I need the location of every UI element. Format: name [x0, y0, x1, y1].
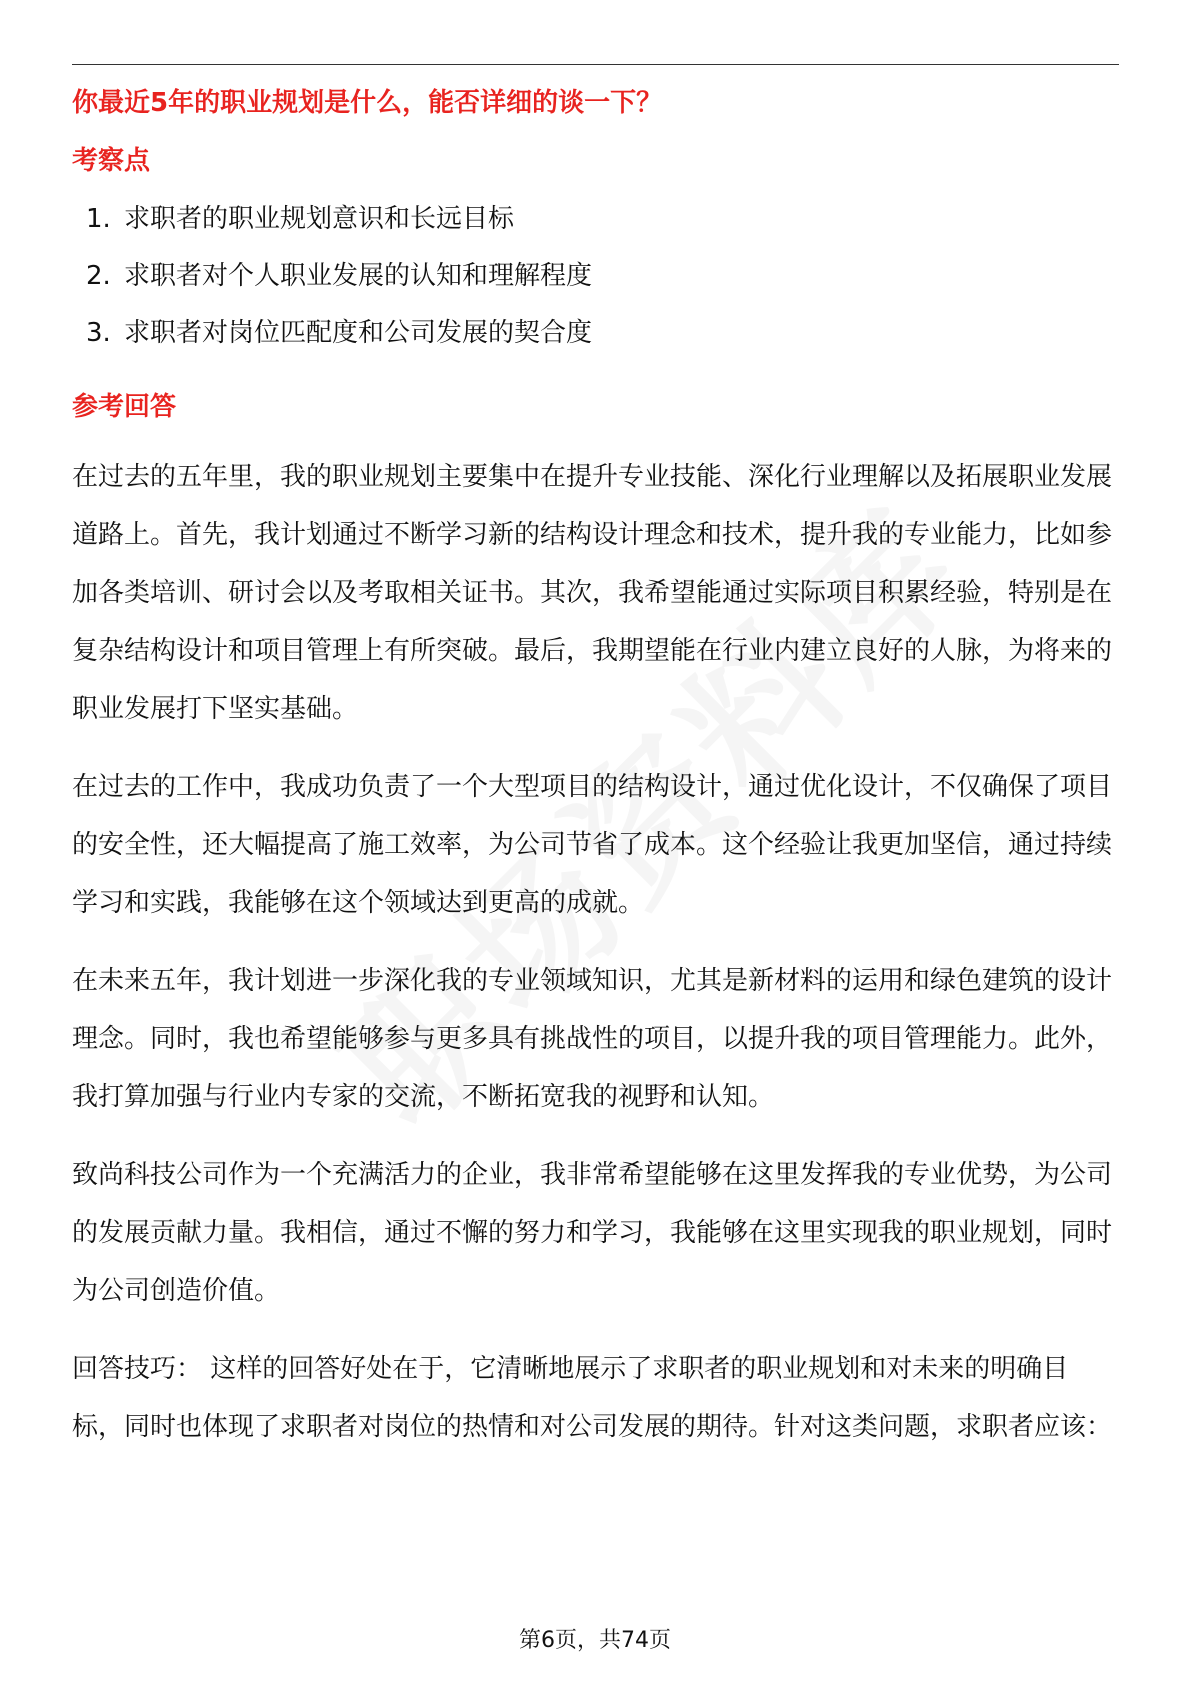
header-rule: [72, 64, 1119, 65]
list-item-number: 2.: [86, 261, 111, 291]
answer-tips-paragraph: 回答技巧： 这样的回答好处在于，它清晰地展示了求职者的职业规划和对未来的明确目标，同时也体现了求职者对岗位的热情和对公司发展的期待。针对这类问题，求职者应该：: [72, 1354, 1113, 1442]
page-content: [72, 84, 1119, 1456]
page-footer: 第6页，共74页: [519, 1628, 671, 1653]
list-item: [72, 257, 1119, 295]
list-item-text: 求职者对岗位匹配度和公司发展的契合度: [124, 318, 593, 348]
list-item-number: 1.: [86, 204, 111, 234]
list-item-text: 求职者的职业规划意识和长远目标: [124, 204, 515, 234]
answer-paragraph: 致尚科技公司作为一个充满活力的企业，我非常希望能够在这里发挥我的专业优势，为公司的发展贡献力量。我相信，通过不懈的努力和学习，我能够在这里实现我的职业规划，同时为公司创造价值。: [72, 1160, 1113, 1306]
answer-heading: 参考回答: [72, 392, 177, 422]
assessment-heading: 考察点: [72, 146, 151, 176]
list-item: [72, 314, 1119, 352]
answer-paragraph: 在未来五年，我计划进一步深化我的专业领域知识，尤其是新材料的运用和绿色建筑的设计理念。同时，我也希望能够参与更多具有挑战性的项目，以提升我的项目管理能力。此外，我打算加强与行业内专家的交流，不断拓宽我的视野和认知。: [72, 966, 1113, 1112]
list-item-text: 求职者对个人职业发展的认知和理解程度: [124, 261, 593, 291]
question-title: 你最近5年的职业规划是什么，能否详细的谈一下？: [72, 88, 663, 118]
list-item-number: 3.: [86, 318, 111, 348]
list-item: [72, 200, 1119, 238]
answer-paragraph: 在过去的五年里，我的职业规划主要集中在提升专业技能、深化行业理解以及拓展职业发展道路上。首先，我计划通过不断学习新的结构设计理念和技术，提升我的专业能力，比如参加各类培训、研讨会以及考取相关证书。其次，我希望能通过实际项目积累经验，特别是在复杂结构设计和项目管理上有所突破。最后，我期望能在行业内建立良好的人脉，为将来的职业发展打下坚实基础。: [72, 462, 1113, 724]
answer-paragraph: 在过去的工作中，我成功负责了一个大型项目的结构设计，通过优化设计，不仅确保了项目的安全性，还大幅提高了施工效率，为公司节省了成本。这个经验让我更加坚信，通过持续学习和实践，我能够在这个领域达到更高的成就。: [72, 772, 1113, 918]
assessment-list: [72, 200, 1119, 352]
